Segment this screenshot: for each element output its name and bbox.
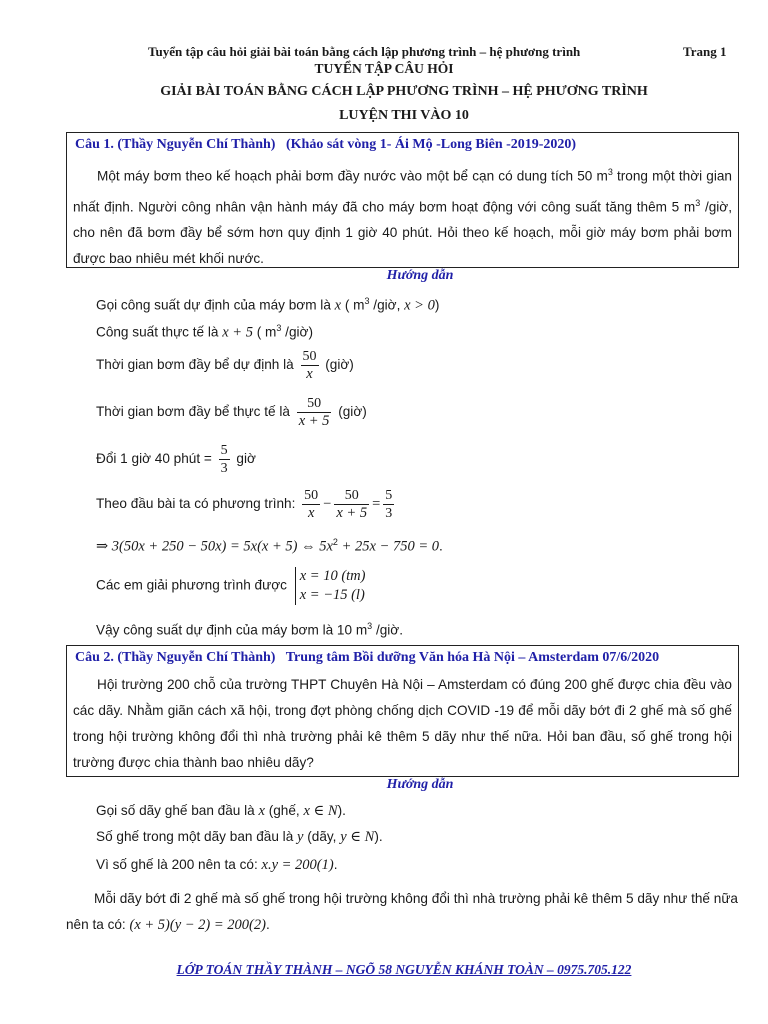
q1-text-c: /giờ, cho nên đã bơm đầy bể sớm hơn quy định 1 giờ 40 phút. Hỏi theo kế hoạch, mỗi giờ máy bơm phải bơm được bao nhiêu mét khối nước. (73, 199, 732, 267)
question-1-box (66, 132, 739, 268)
q2-step-4: Mỗi dãy bớt đi 2 ghế mà số ghế trong hội trường không đổi thì nhà trường phải kê thêm 5 dãy như thế nữa nên ta có: (x + 5)(y − 2) = 200(2). (66, 891, 738, 933)
running-header: Tuyển tập câu hỏi giải bài toán bằng cách lập phương trình – hệ phương trình (148, 44, 581, 59)
q1-text-a: Một máy bơm theo kế hoạch phải bơm đầy nước vào một bể cạn có dung tích 50 m (97, 168, 608, 184)
q1-text-b: trong một thời gian nhất định. Người công nhân vận hành máy đã cho máy bơm hoạt động với công suất tăng thêm 5 m (73, 168, 732, 215)
q2-step-1: Gọi số dãy ghế ban đầu là x (ghế, x ∈ N). (96, 803, 346, 819)
question-2-box (66, 645, 739, 777)
fraction: $\frac{50}{x + 5}$ (298, 396, 330, 429)
fraction: $\frac{5}{3}$ (385, 488, 393, 521)
doc-title-line3: LUYỆN THI VÀO 10 (339, 108, 469, 123)
q2-step-3: Vì số ghế là 200 nên ta có: x.y = 200(1). (96, 857, 338, 873)
page-number: Trang 1 (683, 44, 727, 59)
q2-step-2: Số ghế trong một dãy ban đầu là y (dãy, y ∈ N). (96, 829, 383, 845)
page-footer: LỚP TOÁN THẦY THÀNH – NGÕ 58 NGUYỄN KHÁNH TOÀN – 0975.705.122 (176, 962, 632, 977)
q1-step-7: ⇒ 3(50x + 250 − 50x) = 5x(x + 5) ⇔ $5x^2 + 25x - 750 = 0$. (96, 537, 443, 555)
q1-step-4: Thời gian bơm đầy bể thực tế là $\frac{50}{x + 5}$ (giờ) (96, 396, 367, 429)
question-1-text: Một máy bơm theo kế hoạch phải bơm đầy nước vào một bể cạn có dung tích 50 $m^3$ trong một thời gian nhất định. Người công nhân vận hành máy đã cho máy bơm hoạt động với công suất tăng thêm 5 $m^3$ /giờ, cho nên đã bơm đầy bể sớm hơn quy định 1 giờ 40 phút. Hỏi theo kế hoạch, mỗi giờ máy bơm phải bơm được bao nhiêu mét khối nước. (73, 167, 732, 267)
fraction: $\frac{50}{x}$ (302, 349, 317, 382)
q1-step-3: Thời gian bơm đầy bể dự định là $\frac{50}{x}$ (giờ) (96, 349, 354, 382)
question-1-source: (Khảo sát vòng 1- Ái Mộ -Long Biên -2019-2020) (285, 137, 577, 152)
doc-title-line1: TUYỂN TẬP CÂU HỎI (314, 61, 454, 76)
question-1-label: Câu 1. (Thầy Nguyễn Chí Thành) (75, 137, 276, 152)
question-2-label: Câu 2. (Thầy Nguyễn Chí Thành) (75, 650, 276, 665)
q1-step-8: Các em giải phương trình được x = 10 (tm) x = −15 (l) (96, 568, 366, 603)
question-2-source: Trung tâm Bồi dưỡng Văn hóa Hà Nội – Amsterdam 07/6/2020 (285, 650, 660, 665)
question-2-title (75, 650, 659, 666)
guide-heading-2: Hướng dẫn (386, 777, 454, 792)
fraction: $\frac{50}{x}$ (304, 488, 319, 521)
question-2-text: Hội trường 200 chỗ của trường THPT Chuyên Hà Nội – Amsterdam có đúng 200 ghế được chia đều vào các dãy. Nhằm giãn cách xã hội, trong đợt phòng chống dịch COVID -19 để mỗi dãy bớt đi 2 ghế mà số ghế trong hội trường không đổi thì nhà trường phải kê thêm 5 dãy như thế nữa. Hỏi ban đầu, số ghế trong hội trường được chia thành bao nhiêu dãy? (73, 677, 732, 770)
q1-step-2: Công suất thực tế là x + 5 ( $m^3$ /giờ) (96, 323, 313, 341)
guide-heading-1: Hướng dẫn (386, 268, 454, 283)
q1-conclusion: Vậy công suất dự định của máy bơm là 10 $m^3$ /giờ. (96, 621, 403, 638)
solution-bracket: x = 10 (tm) x = −15 (l) (295, 567, 366, 605)
fraction: $\frac{5}{3}$ (220, 443, 228, 476)
question-1-title (75, 137, 576, 153)
q1-step-6: Theo đầu bài ta có phương trình: $\frac{50}{x}$ − $\frac{50}{x + 5}$ = $\frac{5}{3}$ (96, 488, 393, 521)
q1-step-1: Gọi công suất dự định của máy bơm là x ( $m^3$ /giờ, x > 0) (96, 296, 440, 314)
q1-step-5: Đổi 1 giờ 40 phút = $\frac{5}{3}$ giờ (96, 443, 256, 476)
fraction: $\frac{50}{x + 5}$ (336, 488, 368, 521)
doc-title-line2: GIẢI BÀI TOÁN BẰNG CÁCH LẬP PHƯƠNG TRÌNH – HỆ PHƯƠNG TRÌNH (160, 84, 648, 99)
